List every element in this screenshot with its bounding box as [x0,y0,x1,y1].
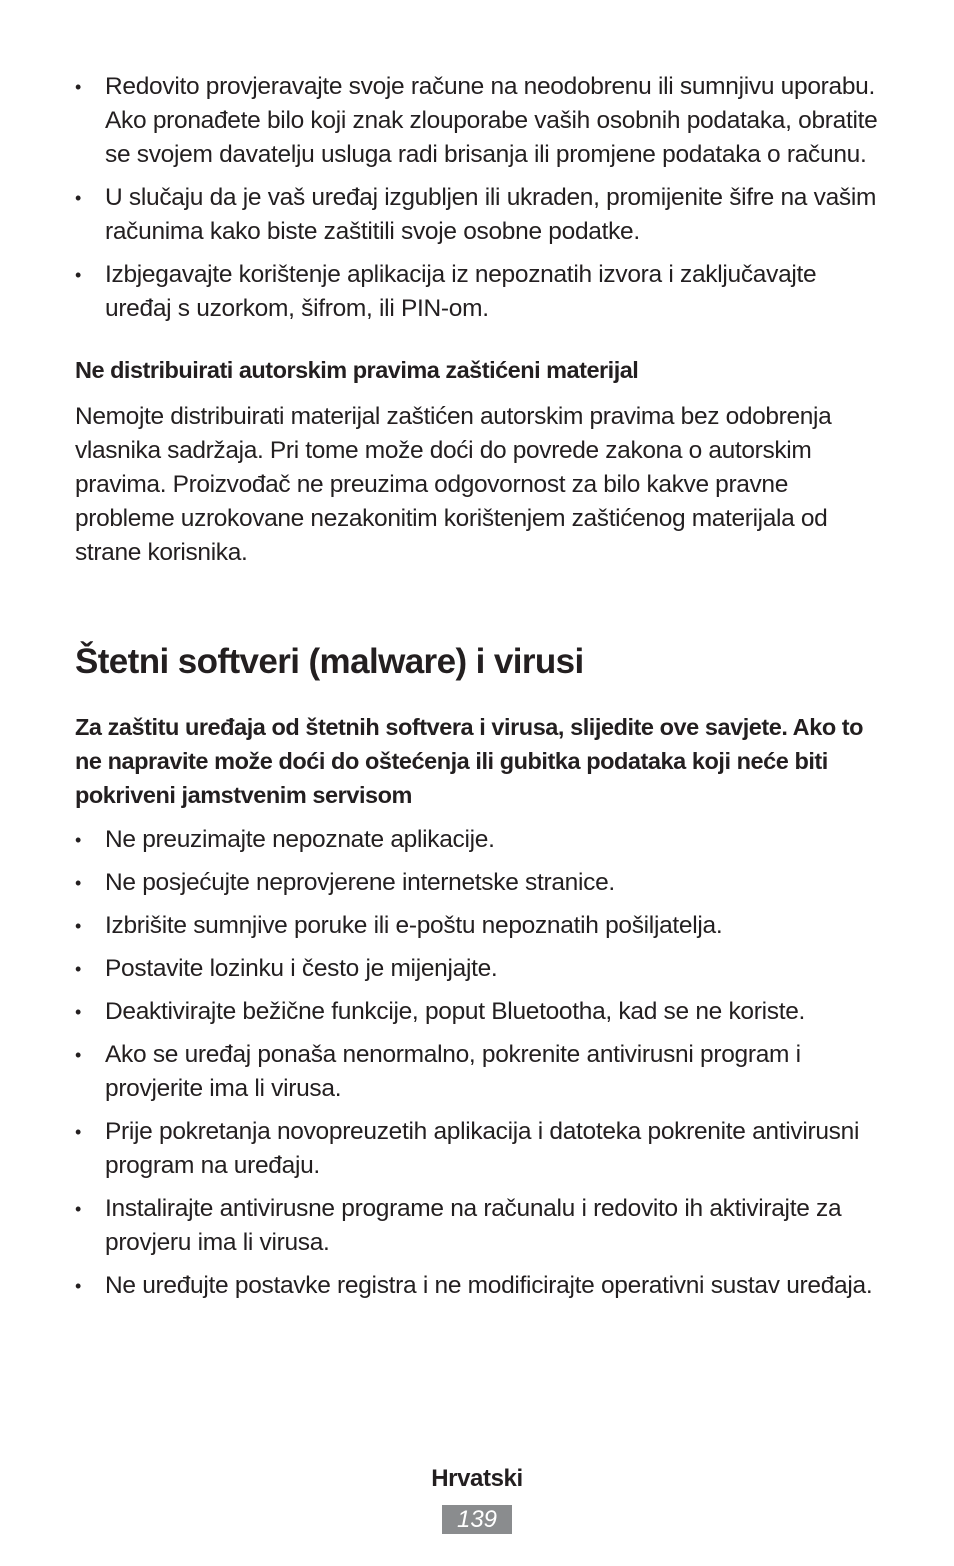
list-item: • Ne preuzimajte nepoznate aplikacije. [75,823,887,857]
malware-intro: Za zaštitu uređaja od štetnih softvera i virusa, slijedite ove savjete. Ako to ne napravite može doći do oštećenja ili gubitka podataka koji neće biti pokriveni jamstvenim servisom [75,714,864,808]
bullet-icon: • [75,1045,82,1065]
list-item: • Ako se uređaj ponaša nenormalno, pokrenite antivirusni program i provjerite ima li virusa. [75,1038,887,1106]
bullet-icon: • [75,188,82,208]
list-item: • U slučaju da je vaš uređaj izgubljen ili ukraden, promijenite šifre na vašim računima kako biste zaštitili svoje osobne podatke. [75,181,887,249]
list-item: • Izbrišite sumnjive poruke ili e-poštu nepoznatih pošiljatelja. [75,909,887,943]
malware-bullet-list [75,823,887,1303]
bullet-icon: • [75,1122,82,1142]
list-item: • Ne uređujte postavke registra i ne modificirajte operativni sustav uređaja. [75,1269,887,1303]
bullet-icon: • [75,873,82,893]
page-number-badge: 139 [442,1505,512,1534]
document-page [75,70,887,1312]
bullet-icon: • [75,830,82,850]
bullet-icon: • [75,265,82,285]
list-item: • Ne posjećujte neprovjerene internetske stranice. [75,866,887,900]
bullet-icon: • [75,77,82,97]
top-bullet-list [75,70,887,326]
list-item: • Deaktivirajte bežične funkcije, poput Bluetootha, kad se ne koriste. [75,995,887,1029]
copyright-heading: Ne distribuirati autorskim pravima zaštićeni materijal [75,357,639,383]
list-item: • Postavite lozinku i često je mijenjajte. [75,952,887,986]
footer-language: Hrvatski [431,1465,523,1492]
bullet-icon: • [75,1276,82,1296]
copyright-paragraph: Nemojte distribuirati materijal zaštićen autorskim pravima bez odobrenja vlasnika sadržaja. Pri tome može doći do povrede zakona o autorskim pravima. Proizvođač ne preuzima odgovornost za bilo kakve pravne probleme uzrokovane nezakonitim korištenjem zaštićenog materijala od strane korisnika. [75,403,832,566]
list-item: • Redovito provjeravajte svoje račune na neodobrenu ili sumnjivu uporabu. Ako pronađete bilo koji znak zlouporabe vaših osobnih podataka, obratite se svojem davatelju usluga radi brisanja ili promjene podataka o računu. [75,70,887,172]
bullet-icon: • [75,1199,82,1219]
bullet-icon: • [75,959,82,979]
bullet-icon: • [75,1002,82,1022]
list-item: • Prije pokretanja novopreuzetih aplikacija i datoteka pokrenite antivirusni program na uređaju. [75,1115,887,1183]
malware-section-title: Štetni softveri (malware) i virusi [75,642,584,681]
bullet-icon: • [75,916,82,936]
list-item: • Instalirajte antivirusne programe na računalu i redovito ih aktivirajte za provjeru ima li virusa. [75,1192,887,1260]
list-item: • Izbjegavajte korištenje aplikacija iz nepoznatih izvora i zaključavajte uređaj s uzorkom, šifrom, ili PIN-om. [75,258,887,326]
